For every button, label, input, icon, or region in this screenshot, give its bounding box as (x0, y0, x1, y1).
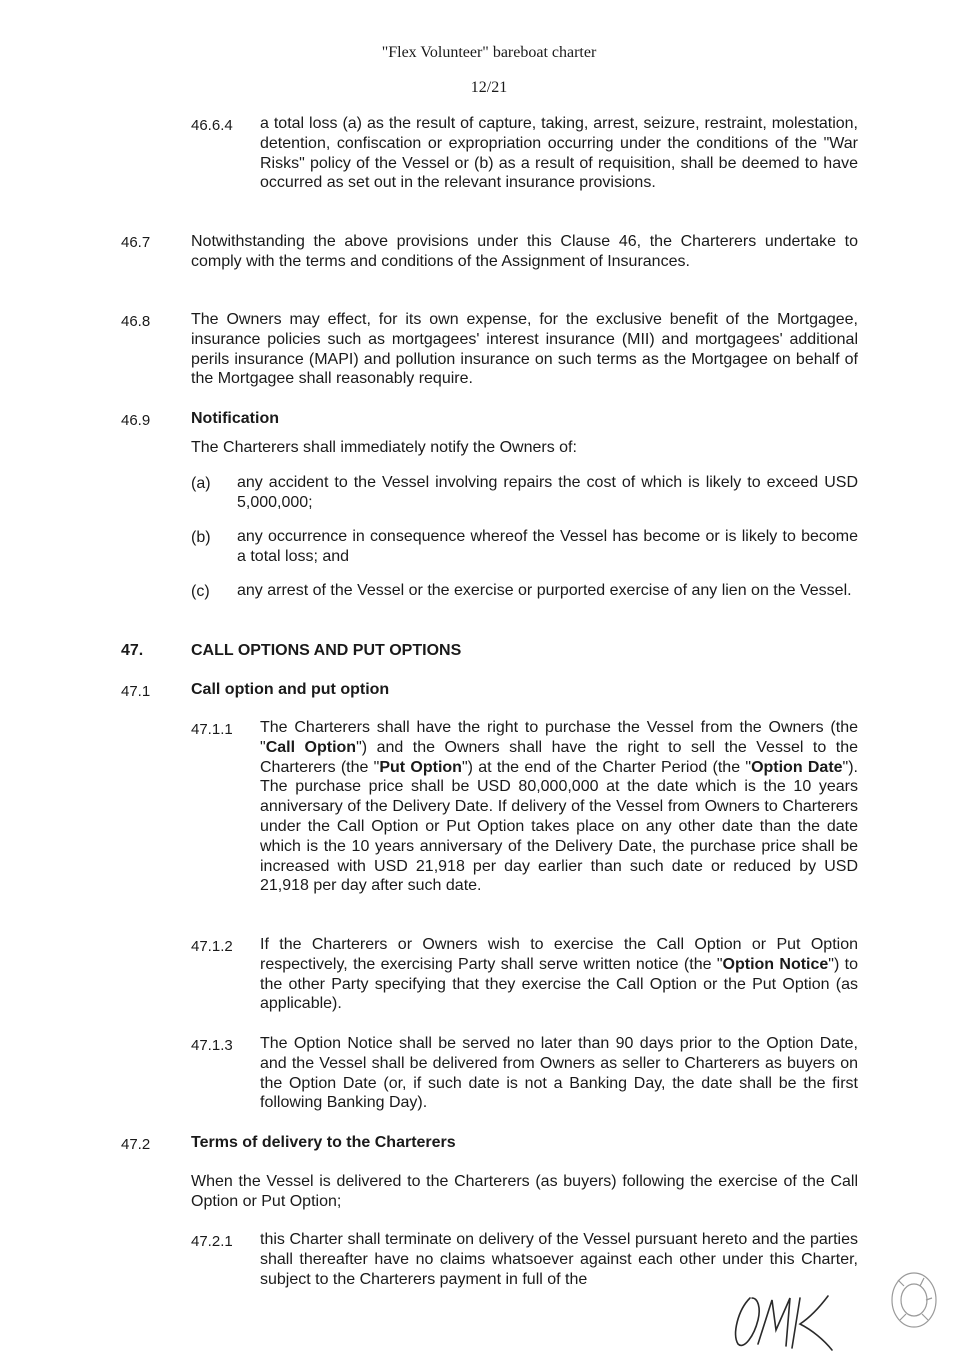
clause-number: 46.8 (121, 313, 151, 330)
list-item-label: (c) (191, 583, 210, 600)
section-heading: CALL OPTIONS AND PUT OPTIONS (191, 642, 462, 659)
clause-number: 46.6.4 (191, 117, 233, 134)
clause-47-2-intro: When the Vessel is delivered to the Charterers (as buyers) following the exercise of the Call Option or Put Option; (191, 1173, 858, 1210)
clause-number: 47.2 (121, 1136, 151, 1153)
clause-46-9-intro: The Charterers shall immediately notify the Owners of: (191, 439, 577, 456)
clause-47-1-3-text: The Option Notice shall be served no later than 90 days prior to the Option Date, and the Vessel shall be delivered from Owners as seller to Charterers as buyers on the Option Date (or, if such date is not a Banking Day, the date shall be the first following Banking Day). (260, 1035, 858, 1112)
clause-number: 47.1 (121, 683, 151, 700)
section-number: 47. (121, 642, 144, 659)
clause-number: 47.1.3 (191, 1037, 233, 1054)
clause-number: 46.9 (121, 412, 151, 429)
list-item-text: any accident to the Vessel involving repairs the cost of which is likely to exceed USD 5,000,000; (237, 474, 858, 511)
clause-number: 47.2.1 (191, 1233, 233, 1250)
clause-number: 47.1.2 (191, 938, 233, 955)
defined-term: Option Date (751, 758, 843, 776)
list-item-label: (a) (191, 475, 211, 492)
clause-heading: Call option and put option (191, 681, 390, 698)
handwritten-initials (728, 1290, 848, 1352)
clause-heading: Notification (191, 410, 279, 427)
list-item-text: any occurrence in consequence whereof the Vessel has become or is likely to become a total loss; and (237, 528, 858, 565)
list-item-label: (b) (191, 529, 211, 546)
clause-46-7-text: Notwithstanding the above provisions under this Clause 46, the Charterers undertake to comply with the terms and conditions of the Assignment of Insurances. (191, 233, 858, 270)
clause-number: 47.1.1 (191, 721, 233, 738)
clause-47-2-1-text: this Charter shall terminate on delivery of the Vessel pursuant hereto and the parties shall thereafter have no claims whatsoever against each other under this Charter, subject to the Charterers payment in full of the (260, 1231, 858, 1288)
clause-46-8-text: The Owners may effect, for its own expense, for the exclusive benefit of the Mortgagee, insurance policies such as mortgagees' interest insurance (MII) and mortgagees' additional perils insurance (MAPI) and pollution insurance on such terms as the Mortgagee on behalf of the Mortgagee shall reasonably require. (191, 311, 858, 388)
defined-term: Option Notice (722, 955, 829, 973)
header-title: "Flex Volunteer" bareboat charter (381, 44, 597, 61)
list-item-text: any arrest of the Vessel or the exercise or purported exercise of any lien on the Vessel. (237, 582, 852, 599)
stamp-seal (884, 1268, 940, 1332)
clause-heading: Terms of delivery to the Charterers (191, 1134, 456, 1151)
clause-number: 46.7 (121, 234, 151, 251)
clause-46-6-4-text: a total loss (a) as the result of capture, taking, arrest, seizure, restraint, molestation, detention, confiscation or expropriation occurring under the conditions of the "War Risks" policy of the Vessel or (b) as a result of requisition, shall be deemed to have occurred as set out in the relevant insurance provisions. (260, 115, 858, 192)
clause-47-1-2-text: If the Charterers or Owners wish to exercise the Call Option or Put Option respectively, the exercising Party shall serve written notice (the "Option Notice") to the other Party specifying that they exercise the Call Option or the Put Option (as applicable). (260, 936, 858, 1013)
clause-47-1-1-text: The Charterers shall have the right to purchase the Vessel from the Owners (the "Call Option") and the Owners shall have the right to sell the Vessel to the Charterers (the "Put Option") at the end of the Charter Period (the "Option Date"). The purchase price shall be USD 80,000,000 at the date which is the 10 years anniversary of the Delivery Date. If delivery of the Vessel from Owners to Charterers under the Call Option or Put Option takes place on any other date than the date which is the 10 years anniversary of the Delivery Date, the purchase price shall be increased with USD 21,918 per day earlier than such date or reduced by USD 21,918 per day after such date. (260, 719, 858, 895)
page-number: 12/21 (470, 79, 508, 96)
defined-term: Put Option (379, 758, 462, 776)
defined-term: Call Option (265, 738, 357, 756)
